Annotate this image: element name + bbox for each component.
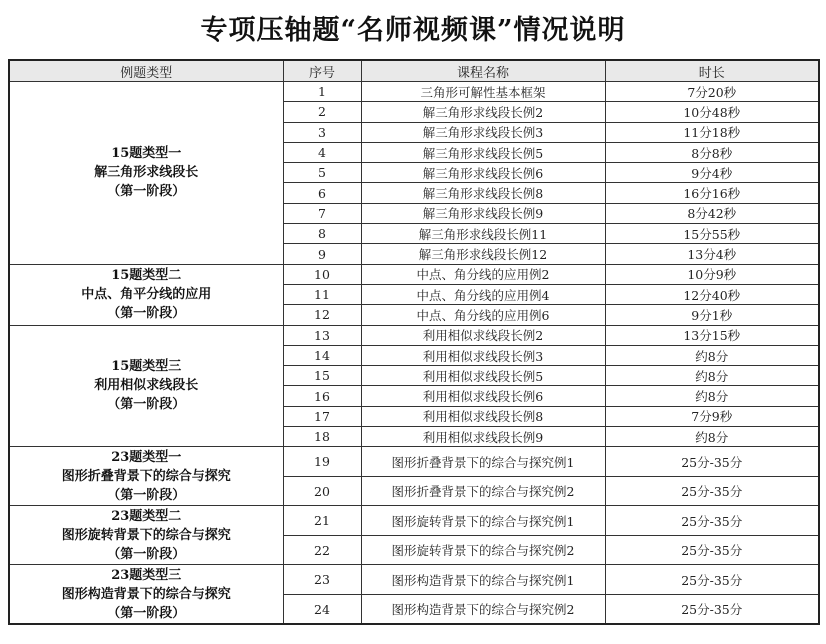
duration: 8分42秒 bbox=[605, 203, 819, 223]
duration: 11分18秒 bbox=[605, 122, 819, 142]
course-name: 解三角形求线段长例6 bbox=[361, 163, 605, 183]
course-name: 解三角形求线段长例9 bbox=[361, 203, 605, 223]
table-row bbox=[9, 325, 819, 345]
category-line: 15题类型二 bbox=[111, 268, 182, 284]
category-line: 图形折叠背景下的综合与探究 bbox=[61, 468, 231, 484]
row-number: 1 bbox=[283, 82, 361, 102]
row-number: 17 bbox=[283, 406, 361, 426]
course-name: 中点、角分线的应用例2 bbox=[361, 264, 605, 284]
category-line: 23题类型二 bbox=[111, 508, 182, 524]
category-line: （第一阶段） bbox=[107, 397, 186, 413]
duration: 7分20秒 bbox=[605, 82, 819, 102]
duration: 25分-35分 bbox=[605, 565, 819, 595]
category-cell bbox=[9, 264, 283, 325]
row-number: 15 bbox=[283, 366, 361, 386]
duration: 约8分 bbox=[605, 386, 819, 406]
course-name: 利用相似求线段长例8 bbox=[361, 406, 605, 426]
course-table bbox=[8, 59, 820, 625]
duration: 9分1秒 bbox=[605, 305, 819, 325]
row-number: 6 bbox=[283, 183, 361, 203]
duration: 13分15秒 bbox=[605, 325, 819, 345]
row-number: 21 bbox=[283, 506, 361, 536]
course-name: 中点、角分线的应用例6 bbox=[361, 305, 605, 325]
course-name: 利用相似求线段长例2 bbox=[361, 325, 605, 345]
course-name: 图形折叠背景下的综合与探究例2 bbox=[361, 476, 605, 506]
row-number: 9 bbox=[283, 244, 361, 264]
category-line: 利用相似求线段长 bbox=[94, 378, 199, 394]
row-number: 14 bbox=[283, 345, 361, 365]
row-number: 16 bbox=[283, 386, 361, 406]
category-line: 23题类型一 bbox=[111, 449, 182, 465]
table-row bbox=[9, 82, 819, 102]
row-number: 20 bbox=[283, 476, 361, 506]
row-number: 4 bbox=[283, 142, 361, 162]
duration: 9分4秒 bbox=[605, 163, 819, 183]
header-number: 序号 bbox=[283, 60, 361, 82]
category-line: （第一阶段） bbox=[107, 487, 186, 503]
course-name: 解三角形求线段长例2 bbox=[361, 102, 605, 122]
category-cell bbox=[9, 506, 283, 565]
table-header-row bbox=[9, 60, 819, 82]
table-row bbox=[9, 506, 819, 536]
duration: 25分-35分 bbox=[605, 535, 819, 565]
row-number: 13 bbox=[283, 325, 361, 345]
course-name: 图形构造背景下的综合与探究例1 bbox=[361, 565, 605, 595]
category-line: 15题类型一 bbox=[111, 146, 182, 162]
duration: 16分16秒 bbox=[605, 183, 819, 203]
category-line: （第一阶段） bbox=[107, 605, 186, 621]
course-name: 图形旋转背景下的综合与探究例1 bbox=[361, 506, 605, 536]
category-line: （第一阶段） bbox=[107, 306, 186, 322]
row-number: 19 bbox=[283, 447, 361, 477]
table-row bbox=[9, 264, 819, 284]
row-number: 22 bbox=[283, 535, 361, 565]
category-line: （第一阶段） bbox=[107, 546, 186, 562]
row-number: 23 bbox=[283, 565, 361, 595]
duration: 约8分 bbox=[605, 427, 819, 447]
row-number: 11 bbox=[283, 284, 361, 304]
row-number: 18 bbox=[283, 427, 361, 447]
category-cell bbox=[9, 82, 283, 265]
course-name: 解三角形求线段长例8 bbox=[361, 183, 605, 203]
table-row bbox=[9, 565, 819, 595]
duration: 10分9秒 bbox=[605, 264, 819, 284]
course-name: 三角形可解性基本框架 bbox=[361, 82, 605, 102]
course-name: 解三角形求线段长例12 bbox=[361, 244, 605, 264]
duration: 7分9秒 bbox=[605, 406, 819, 426]
course-name: 利用相似求线段长例9 bbox=[361, 427, 605, 447]
course-name: 中点、角分线的应用例4 bbox=[361, 284, 605, 304]
header-course-name: 课程名称 bbox=[361, 60, 605, 82]
duration: 10分48秒 bbox=[605, 102, 819, 122]
row-number: 8 bbox=[283, 224, 361, 244]
duration: 8分8秒 bbox=[605, 142, 819, 162]
duration: 13分4秒 bbox=[605, 244, 819, 264]
course-name: 解三角形求线段长例3 bbox=[361, 122, 605, 142]
category-cell bbox=[9, 447, 283, 506]
course-name: 解三角形求线段长例11 bbox=[361, 224, 605, 244]
header-type: 例题类型 bbox=[9, 60, 283, 82]
duration: 25分-35分 bbox=[605, 506, 819, 536]
category-line: 解三角形求线段长 bbox=[94, 165, 199, 181]
category-line: 图形旋转背景下的综合与探究 bbox=[61, 527, 231, 543]
row-number: 10 bbox=[283, 264, 361, 284]
course-name: 图形构造背景下的综合与探究例2 bbox=[361, 594, 605, 624]
course-name: 图形折叠背景下的综合与探究例1 bbox=[361, 447, 605, 477]
row-number: 2 bbox=[283, 102, 361, 122]
duration: 25分-35分 bbox=[605, 476, 819, 506]
row-number: 5 bbox=[283, 163, 361, 183]
row-number: 24 bbox=[283, 594, 361, 624]
row-number: 3 bbox=[283, 122, 361, 142]
duration: 25分-35分 bbox=[605, 447, 819, 477]
category-line: 23题类型三 bbox=[111, 567, 182, 583]
course-name: 图形旋转背景下的综合与探究例2 bbox=[361, 535, 605, 565]
course-name: 解三角形求线段长例5 bbox=[361, 142, 605, 162]
course-name: 利用相似求线段长例3 bbox=[361, 345, 605, 365]
duration: 约8分 bbox=[605, 366, 819, 386]
category-cell bbox=[9, 325, 283, 447]
duration: 25分-35分 bbox=[605, 594, 819, 624]
course-name: 利用相似求线段长例6 bbox=[361, 386, 605, 406]
row-number: 12 bbox=[283, 305, 361, 325]
category-line: （第一阶段） bbox=[107, 184, 186, 200]
table-row bbox=[9, 447, 819, 477]
row-number: 7 bbox=[283, 203, 361, 223]
duration: 约8分 bbox=[605, 345, 819, 365]
course-name: 利用相似求线段长例5 bbox=[361, 366, 605, 386]
duration: 12分40秒 bbox=[605, 284, 819, 304]
header-duration: 时长 bbox=[605, 60, 819, 82]
category-cell bbox=[9, 565, 283, 625]
category-line: 15题类型三 bbox=[111, 359, 182, 375]
category-line: 图形构造背景下的综合与探究 bbox=[61, 586, 231, 602]
page-title: 专项压轴题“名师视频课”情况说明 bbox=[200, 15, 626, 46]
category-line: 中点、角平分线的应用 bbox=[81, 287, 212, 303]
duration: 15分55秒 bbox=[605, 224, 819, 244]
